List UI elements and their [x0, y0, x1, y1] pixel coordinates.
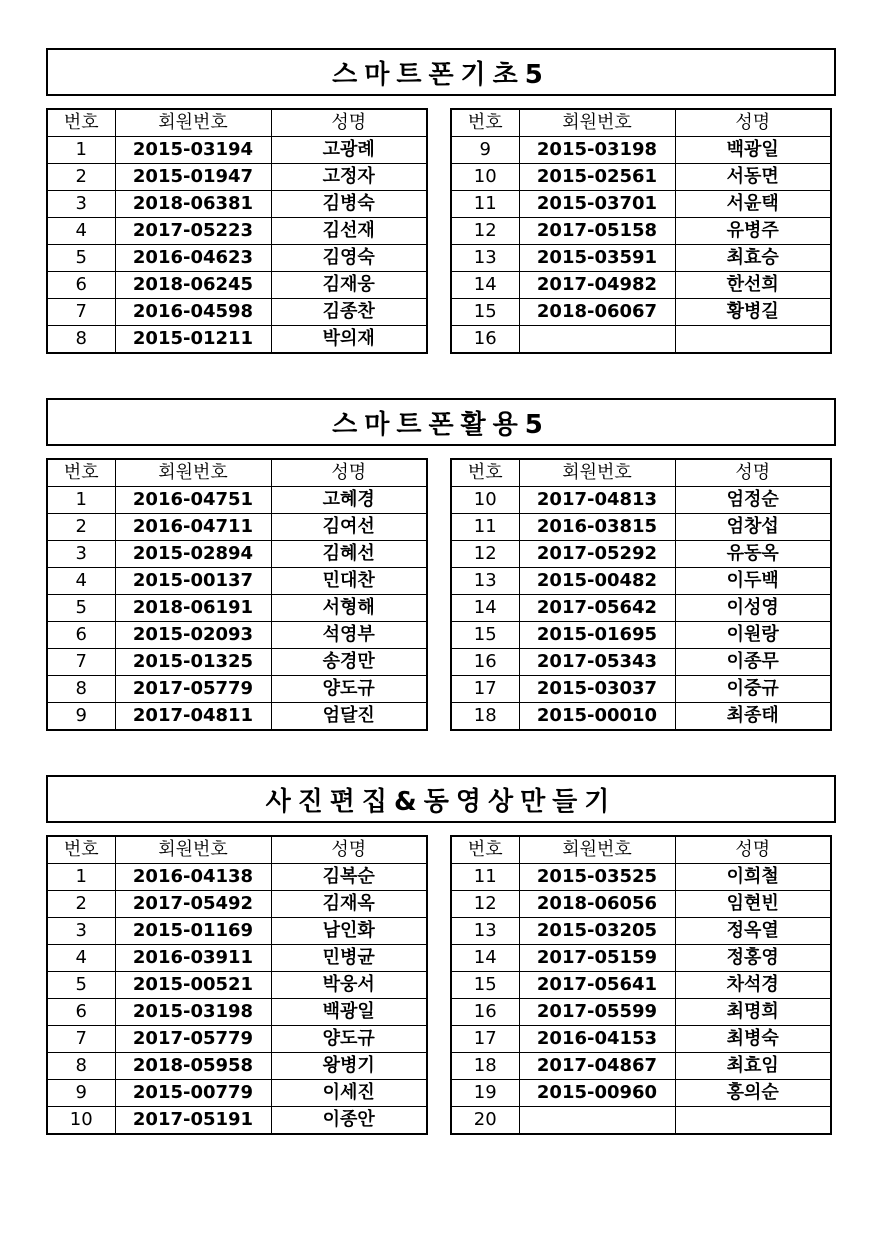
cell-name: 김재옥 [271, 891, 427, 918]
table-row [47, 299, 427, 326]
cell-num: 16 [451, 999, 519, 1026]
header-member-id: 회원번호 [519, 836, 675, 864]
cell-name: 고광례 [271, 137, 427, 164]
cell-name: 김재웅 [271, 272, 427, 299]
cell-num: 10 [47, 1107, 115, 1135]
table-row [47, 1026, 427, 1053]
table-row [47, 1107, 427, 1135]
cell-member-id: 2016-04711 [115, 514, 271, 541]
member-table-left [46, 458, 428, 731]
table-row [451, 703, 831, 731]
cell-num: 13 [451, 245, 519, 272]
cell-num: 8 [47, 1053, 115, 1080]
table-row [451, 191, 831, 218]
table-row [451, 622, 831, 649]
cell-member-id: 2017-05642 [519, 595, 675, 622]
cell-member-id: 2015-03194 [115, 137, 271, 164]
cell-name: 송경만 [271, 649, 427, 676]
table-row [47, 918, 427, 945]
cell-name: 이종무 [675, 649, 831, 676]
cell-member-id: 2015-00521 [115, 972, 271, 999]
cell-name: 석영부 [271, 622, 427, 649]
cell-num: 14 [451, 272, 519, 299]
cell-name [675, 326, 831, 354]
table-row [451, 326, 831, 354]
table-row [451, 514, 831, 541]
cell-name: 엄창섭 [675, 514, 831, 541]
header-num: 번호 [451, 109, 519, 137]
cell-num: 3 [47, 918, 115, 945]
cell-member-id: 2017-05292 [519, 541, 675, 568]
cell-member-id: 2017-05343 [519, 649, 675, 676]
table-row [47, 703, 427, 731]
cell-num: 1 [47, 864, 115, 891]
cell-member-id: 2015-00482 [519, 568, 675, 595]
cell-num: 5 [47, 595, 115, 622]
table-row [47, 676, 427, 703]
cell-member-id: 2017-05641 [519, 972, 675, 999]
table-row [451, 595, 831, 622]
cell-num: 10 [451, 164, 519, 191]
cell-num: 18 [451, 1053, 519, 1080]
table-row [47, 514, 427, 541]
cell-name: 박의재 [271, 326, 427, 354]
cell-member-id: 2015-01211 [115, 326, 271, 354]
cell-num: 19 [451, 1080, 519, 1107]
header-name: 성명 [675, 836, 831, 864]
table-row [451, 1107, 831, 1135]
section-title: 사진편집&동영상만들기 [46, 775, 836, 823]
cell-name: 양도규 [271, 1026, 427, 1053]
section-title: 스마트폰활용5 [46, 398, 836, 446]
table-row [47, 272, 427, 299]
cell-member-id: 2017-05223 [115, 218, 271, 245]
cell-num: 6 [47, 272, 115, 299]
cell-num: 8 [47, 326, 115, 354]
cell-num: 6 [47, 622, 115, 649]
cell-num: 11 [451, 864, 519, 891]
cell-name: 서형해 [271, 595, 427, 622]
cell-num: 11 [451, 191, 519, 218]
cell-member-id: 2018-06245 [115, 272, 271, 299]
cell-num: 4 [47, 218, 115, 245]
header-num: 번호 [47, 109, 115, 137]
section-title: 스마트폰기초5 [46, 48, 836, 96]
table-row [47, 595, 427, 622]
table-row [451, 891, 831, 918]
cell-member-id: 2016-04751 [115, 487, 271, 514]
cell-member-id: 2017-05779 [115, 676, 271, 703]
cell-member-id: 2016-03911 [115, 945, 271, 972]
cell-name: 유동옥 [675, 541, 831, 568]
cell-name: 왕병기 [271, 1053, 427, 1080]
table-row [451, 1080, 831, 1107]
cell-num: 3 [47, 191, 115, 218]
cell-num: 15 [451, 622, 519, 649]
cell-name: 이종안 [271, 1107, 427, 1135]
table-row [47, 137, 427, 164]
table-row [451, 272, 831, 299]
member-table-left [46, 108, 428, 354]
cell-member-id: 2018-05958 [115, 1053, 271, 1080]
cell-name: 이두백 [675, 568, 831, 595]
cell-member-id: 2018-06191 [115, 595, 271, 622]
cell-name: 이중규 [675, 676, 831, 703]
cell-member-id: 2015-03701 [519, 191, 675, 218]
cell-member-id: 2015-03198 [115, 999, 271, 1026]
cell-num: 7 [47, 299, 115, 326]
cell-name: 김복순 [271, 864, 427, 891]
cell-name: 박웅서 [271, 972, 427, 999]
cell-member-id: 2015-01947 [115, 164, 271, 191]
cell-num: 15 [451, 972, 519, 999]
cell-name: 김영숙 [271, 245, 427, 272]
header-name: 성명 [271, 836, 427, 864]
cell-num: 17 [451, 1026, 519, 1053]
table-row [451, 999, 831, 1026]
table-row [47, 541, 427, 568]
cell-name: 정옥열 [675, 918, 831, 945]
cell-name: 유병주 [675, 218, 831, 245]
cell-name: 이세진 [271, 1080, 427, 1107]
cell-member-id: 2015-03525 [519, 864, 675, 891]
cell-name: 엄달진 [271, 703, 427, 731]
cell-num: 4 [47, 945, 115, 972]
cell-member-id [519, 326, 675, 354]
table-row [451, 864, 831, 891]
cell-member-id: 2018-06056 [519, 891, 675, 918]
header-num: 번호 [451, 459, 519, 487]
cell-member-id: 2015-02093 [115, 622, 271, 649]
table-row [451, 972, 831, 999]
cell-num: 18 [451, 703, 519, 731]
cell-member-id: 2016-04138 [115, 864, 271, 891]
cell-num: 4 [47, 568, 115, 595]
cell-name: 정홍영 [675, 945, 831, 972]
table-row [451, 1026, 831, 1053]
cell-num: 9 [47, 1080, 115, 1107]
member-table-left [46, 835, 428, 1135]
cell-member-id: 2017-05191 [115, 1107, 271, 1135]
table-header-row [47, 109, 427, 137]
cell-name: 김종찬 [271, 299, 427, 326]
cell-name: 양도규 [271, 676, 427, 703]
header-name: 성명 [271, 459, 427, 487]
cell-member-id: 2015-02894 [115, 541, 271, 568]
cell-name: 차석경 [675, 972, 831, 999]
cell-num: 2 [47, 514, 115, 541]
table-row [47, 164, 427, 191]
cell-num: 15 [451, 299, 519, 326]
cell-num: 5 [47, 972, 115, 999]
table-row [47, 972, 427, 999]
table-row [47, 864, 427, 891]
cell-name: 최병숙 [675, 1026, 831, 1053]
cell-num: 12 [451, 218, 519, 245]
cell-num: 11 [451, 514, 519, 541]
cell-num: 20 [451, 1107, 519, 1135]
cell-member-id: 2015-00779 [115, 1080, 271, 1107]
header-num: 번호 [47, 459, 115, 487]
table-row [47, 649, 427, 676]
cell-num: 1 [47, 137, 115, 164]
cell-member-id: 2018-06067 [519, 299, 675, 326]
cell-name: 민대찬 [271, 568, 427, 595]
header-num: 번호 [47, 836, 115, 864]
cell-member-id: 2016-04623 [115, 245, 271, 272]
cell-name: 김여선 [271, 514, 427, 541]
header-name: 성명 [675, 109, 831, 137]
cell-member-id [519, 1107, 675, 1135]
table-row [47, 487, 427, 514]
cell-member-id: 2015-03205 [519, 918, 675, 945]
cell-member-id: 2015-00960 [519, 1080, 675, 1107]
cell-num: 9 [451, 137, 519, 164]
cell-name: 서윤택 [675, 191, 831, 218]
table-row [451, 487, 831, 514]
cell-name: 황병길 [675, 299, 831, 326]
cell-member-id: 2017-05158 [519, 218, 675, 245]
cell-name: 최명희 [675, 999, 831, 1026]
cell-member-id: 2015-00137 [115, 568, 271, 595]
table-row [451, 299, 831, 326]
cell-name: 임현빈 [675, 891, 831, 918]
cell-name: 고혜경 [271, 487, 427, 514]
cell-num: 14 [451, 595, 519, 622]
cell-num: 1 [47, 487, 115, 514]
cell-name: 이원랑 [675, 622, 831, 649]
cell-num: 13 [451, 918, 519, 945]
cell-member-id: 2015-03037 [519, 676, 675, 703]
table-row [47, 1053, 427, 1080]
cell-member-id: 2017-05492 [115, 891, 271, 918]
table-row [451, 568, 831, 595]
cell-member-id: 2015-01169 [115, 918, 271, 945]
cell-member-id: 2017-05599 [519, 999, 675, 1026]
cell-num: 2 [47, 164, 115, 191]
header-name: 성명 [675, 459, 831, 487]
cell-member-id: 2015-01325 [115, 649, 271, 676]
header-name: 성명 [271, 109, 427, 137]
header-member-id: 회원번호 [115, 836, 271, 864]
cell-member-id: 2017-04867 [519, 1053, 675, 1080]
table-row [47, 245, 427, 272]
table-header-row [47, 459, 427, 487]
cell-member-id: 2017-04982 [519, 272, 675, 299]
cell-member-id: 2018-06381 [115, 191, 271, 218]
cell-num: 6 [47, 999, 115, 1026]
table-header-row [47, 836, 427, 864]
cell-num: 3 [47, 541, 115, 568]
cell-name: 최효임 [675, 1053, 831, 1080]
cell-name: 남인화 [271, 918, 427, 945]
cell-num: 5 [47, 245, 115, 272]
cell-member-id: 2016-04153 [519, 1026, 675, 1053]
cell-member-id: 2015-01695 [519, 622, 675, 649]
table-row [451, 676, 831, 703]
header-member-id: 회원번호 [519, 109, 675, 137]
table-row [451, 218, 831, 245]
cell-name: 이희철 [675, 864, 831, 891]
table-row [451, 1053, 831, 1080]
cell-num: 7 [47, 649, 115, 676]
cell-name: 민병균 [271, 945, 427, 972]
member-table-right [450, 108, 832, 354]
cell-num: 10 [451, 487, 519, 514]
table-row [47, 1080, 427, 1107]
cell-name: 홍의순 [675, 1080, 831, 1107]
member-table-right [450, 835, 832, 1135]
table-row [47, 999, 427, 1026]
table-row [451, 649, 831, 676]
cell-name: 백광일 [675, 137, 831, 164]
table-header-row [451, 109, 831, 137]
table-row [47, 326, 427, 354]
cell-member-id: 2015-03198 [519, 137, 675, 164]
cell-name: 한선희 [675, 272, 831, 299]
table-row [451, 541, 831, 568]
table-row [47, 218, 427, 245]
cell-member-id: 2015-02561 [519, 164, 675, 191]
cell-name: 고정자 [271, 164, 427, 191]
cell-member-id: 2017-04813 [519, 487, 675, 514]
table-row [451, 245, 831, 272]
cell-member-id: 2016-04598 [115, 299, 271, 326]
table-row [451, 945, 831, 972]
header-member-id: 회원번호 [115, 459, 271, 487]
table-header-row [451, 836, 831, 864]
cell-num: 9 [47, 703, 115, 731]
cell-name: 백광일 [271, 999, 427, 1026]
table-row [451, 164, 831, 191]
cell-member-id: 2015-00010 [519, 703, 675, 731]
cell-member-id: 2015-03591 [519, 245, 675, 272]
cell-num: 12 [451, 541, 519, 568]
cell-num: 14 [451, 945, 519, 972]
cell-name: 김선재 [271, 218, 427, 245]
cell-num: 16 [451, 649, 519, 676]
cell-member-id: 2017-05159 [519, 945, 675, 972]
header-member-id: 회원번호 [115, 109, 271, 137]
table-row [47, 568, 427, 595]
cell-num: 8 [47, 676, 115, 703]
table-header-row [451, 459, 831, 487]
cell-num: 7 [47, 1026, 115, 1053]
cell-name: 서동면 [675, 164, 831, 191]
header-member-id: 회원번호 [519, 459, 675, 487]
cell-name: 이성영 [675, 595, 831, 622]
cell-member-id: 2017-05779 [115, 1026, 271, 1053]
table-row [451, 918, 831, 945]
cell-name: 김병숙 [271, 191, 427, 218]
table-row [47, 945, 427, 972]
cell-member-id: 2017-04811 [115, 703, 271, 731]
table-row [451, 137, 831, 164]
cell-num: 13 [451, 568, 519, 595]
cell-num: 16 [451, 326, 519, 354]
cell-num: 2 [47, 891, 115, 918]
table-row [47, 191, 427, 218]
header-num: 번호 [451, 836, 519, 864]
table-row [47, 891, 427, 918]
member-table-right [450, 458, 832, 731]
cell-name: 김혜선 [271, 541, 427, 568]
cell-name: 엄정순 [675, 487, 831, 514]
cell-name: 최종태 [675, 703, 831, 731]
cell-num: 12 [451, 891, 519, 918]
cell-name [675, 1107, 831, 1135]
cell-name: 최효승 [675, 245, 831, 272]
cell-member-id: 2016-03815 [519, 514, 675, 541]
table-row [47, 622, 427, 649]
cell-num: 17 [451, 676, 519, 703]
